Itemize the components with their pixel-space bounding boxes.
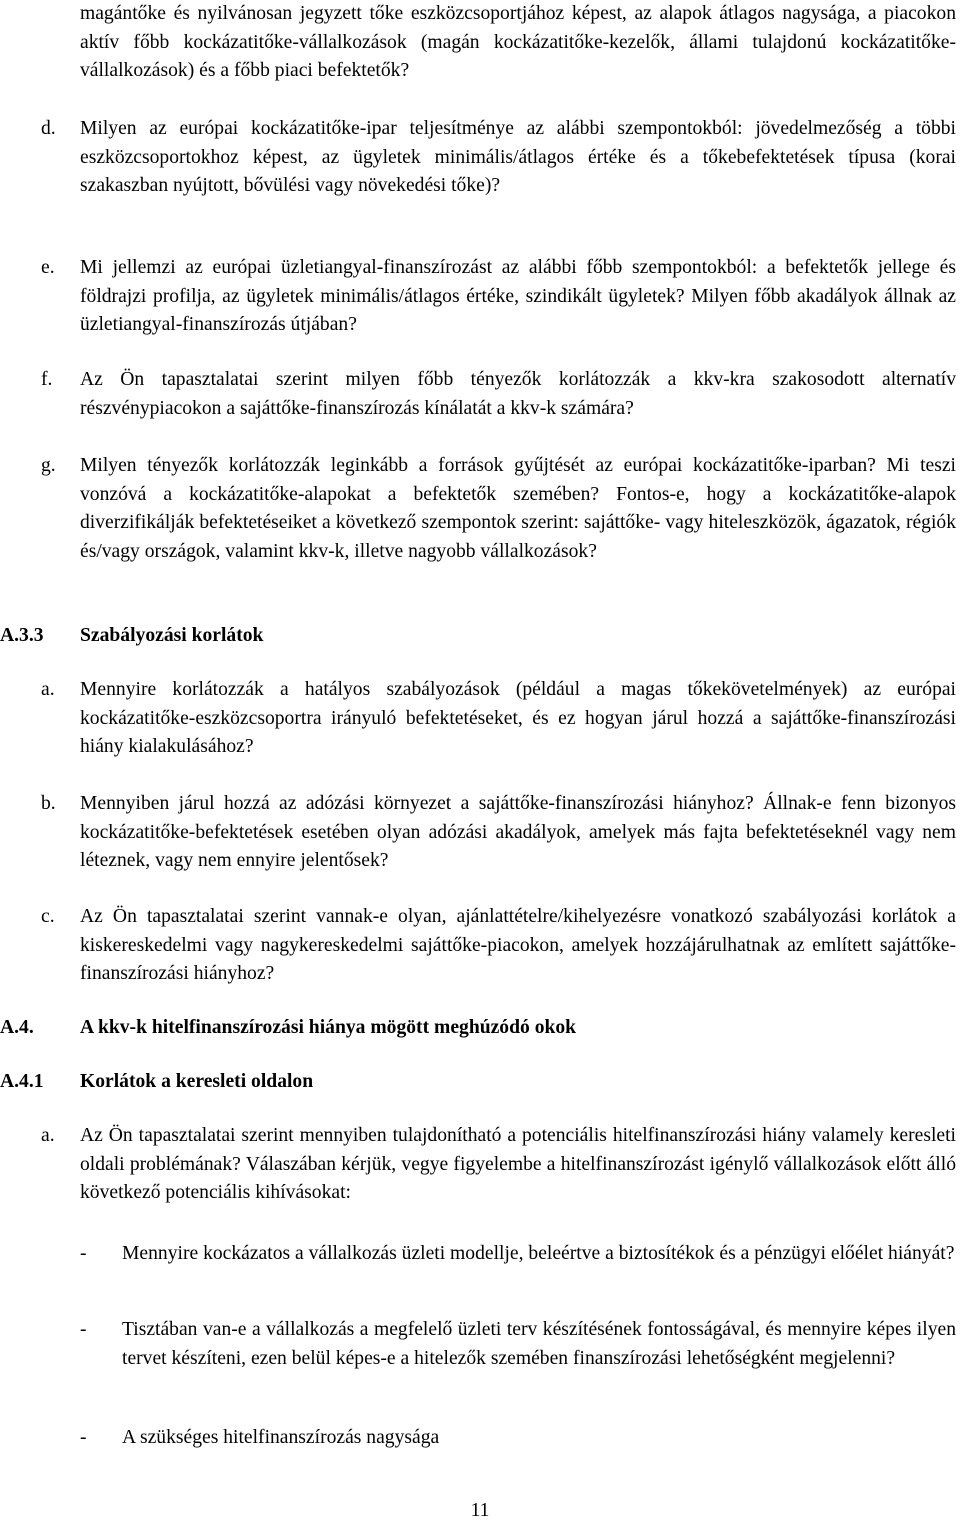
section-number-a3-3: A.3.3 xyxy=(0,625,44,646)
item-marker-a4-1-a: a. xyxy=(41,1125,55,1146)
question-d: Milyen az európai kockázatitőke-ipar teljesítménye az alábbi szempontokból: jövedelmezőség a többi eszközcsoportokhoz képest, az ügyletek minimális/átlagos értéke és a tőkebefektetések típusa (korai szakaszban nyújtott, bővülési vagy növekedési tőke)? xyxy=(80,118,956,197)
item-marker-d: d. xyxy=(41,118,56,139)
item-marker-a3-3-c: c. xyxy=(41,906,55,927)
question-a4-1-a: Az Ön tapasztalatai szerint mennyiben tulajdonítható a potenciális hitelfinanszírozási hiány valamely keresleti oldali problémának? Válaszában kérjük, vegye figyelembe a hitelfinanszírozást igénylő vállalkozások előtt álló következő potenciális kihívásokat: xyxy=(80,1125,956,1204)
section-title-a3-3: Szabályozási korlátok xyxy=(80,625,264,646)
item-marker-a3-3-b: b. xyxy=(41,793,56,814)
question-f: Az Ön tapasztalatai szerint milyen főbb tényezők korlátozzák a kkv-kra szakosodott alternatív részvénypiacokon a sajáttőke-finanszírozás kínálatát a kkv-k számára? xyxy=(80,369,956,419)
page-number: 11 xyxy=(470,1500,490,1521)
bullet-dash-2: - xyxy=(80,1319,87,1340)
bullet-item-3: A szükséges hitelfinanszírozás nagysága xyxy=(122,1427,440,1448)
item-marker-e: e. xyxy=(41,257,55,278)
question-a3-3-c: Az Ön tapasztalatai szerint vannak-e olyan, ajánlattételre/kihelyezésre vonatkozó szabályozási korlátok a kiskereskedelmi vagy nagykereskedelmi sajáttőke-piacokon, amelyek hozzájárulhatnak az említett sajáttőke-finanszírozási hiányhoz? xyxy=(80,906,956,985)
section-number-a4-1: A.4.1 xyxy=(0,1071,44,1092)
item-marker-g: g. xyxy=(41,455,56,476)
question-e: Mi jellemzi az európai üzletiangyal-finanszírozást az alábbi főbb szempontokból: a befektetők jellege és földrajzi profilja, az ügyletek minimális/átlagos értéke, szindikált ügyletek? Milyen főbb akadályok állnak az üzletiangyal-finanszírozás útjában? xyxy=(80,257,956,336)
section-title-a4: A kkv-k hitelfinanszírozási hiánya mögött meghúzódó okok xyxy=(80,1017,577,1038)
question-a3-3-b: Mennyiben járul hozzá az adózási környezet a sajáttőke-finanszírozási hiányhoz? Állnak-e fenn bizonyos kockázatitőke-befektetések esetében olyan adózási akadályok, amelyek más fajta befektetéseknél vagy nem léteznek, vagy nem ennyire jelentősek? xyxy=(80,793,956,872)
intro-paragraph: magántőke és nyilvánosan jegyzett tőke eszközcsoportjához képest, az alapok átlagos nagysága, a piacokon aktív főbb kockázatitőke-vállalkozások (magán kockázatitőke-kezelők, állami tulajdonú kockázatitőke-vállalkozások) és a főbb piaci befektetők? xyxy=(80,3,956,82)
item-marker-f: f. xyxy=(41,369,53,390)
bullet-dash-3: - xyxy=(80,1427,87,1448)
section-number-a4: A.4. xyxy=(0,1017,34,1038)
question-a3-3-a: Mennyire korlátozzák a hatályos szabályozások (például a magas tőkekövetelmények) az európai kockázatitőke-eszközcsoportra irányuló befektetéseket, és ez hogyan járul hozzá a sajáttőke-finanszírozási hiány kialakulásához? xyxy=(80,679,956,758)
bullet-item-1: Mennyire kockázatos a vállalkozás üzleti modellje, beleértve a biztosítékok és a pénzügyi előélet hiányát? xyxy=(122,1243,955,1264)
item-marker-a3-3-a: a. xyxy=(41,679,55,700)
bullet-item-2: Tisztában van-e a vállalkozás a megfelelő üzleti terv készítésének fontosságával, és mennyire képes ilyen tervet készíteni, ezen belül képes-e a hitelezők szemében finanszírozási lehetőségként megjelenni? xyxy=(122,1319,956,1369)
bullet-dash-1: - xyxy=(80,1243,87,1264)
section-title-a4-1: Korlátok a keresleti oldalon xyxy=(80,1071,314,1092)
question-g: Milyen tényezők korlátozzák leginkább a források gyűjtését az európai kockázatitőke-iparban? Mi teszi vonzóvá a kockázatitőke-alapokat a befektetők szemében? Fontos-e, hogy a kockázatitőke-alapok diverzifikálják befektetéseiket a következő szempontok szerint: sajáttőke- vagy hiteleszközök, ágazatok, régiók és/vagy országok, valamint kkv-k, illetve nagyobb vállalkozások? xyxy=(80,455,956,562)
